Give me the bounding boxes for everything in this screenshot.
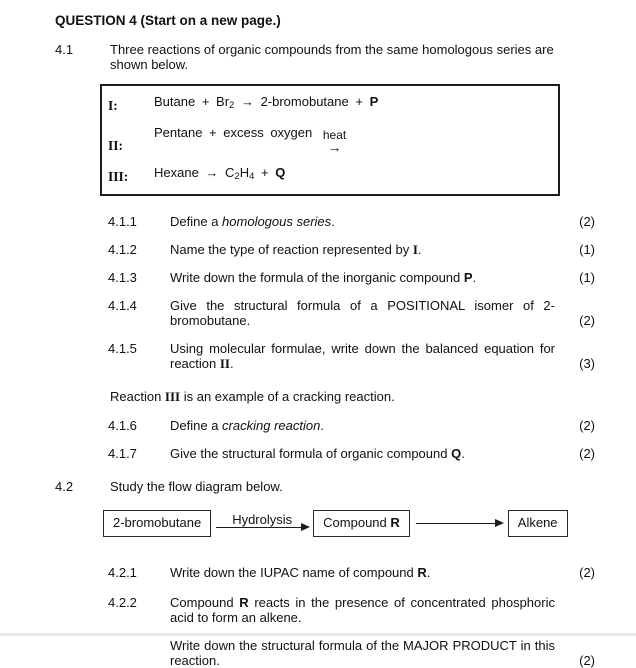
reaction-note: Reaction III is an example of a cracking reaction. [110, 389, 395, 404]
hydrolysis-arrow [211, 513, 313, 533]
question-4-1-6 [108, 418, 595, 433]
section-intro-text: Study the flow diagram below. [110, 479, 283, 494]
question-text: Write down the IUPAC name of compound R. [170, 565, 431, 580]
question-marks: (1) [579, 242, 595, 257]
question-number: 4.1.1 [108, 214, 137, 229]
question-text: Write down the formula of the inorganic compound P. [170, 270, 477, 285]
hydrolysis-label: Hydrolysis [232, 512, 293, 527]
reaction-row-1 [108, 94, 552, 114]
flow-box-alkene: Alkene [508, 510, 568, 537]
question-marks: (2) [579, 653, 595, 668]
reaction-equation: Hexane → C2H4 + Q [154, 165, 286, 182]
question-4-1-4 [108, 298, 595, 328]
question-paragraph: Write down the structural formula of the MAJOR PRODUCT in this reaction. [170, 638, 555, 668]
question-text: Give the structural formula of a POSITIONAL isomer of 2-bromobutane. [170, 298, 555, 328]
flow-box-2-bromobutane: 2-bromobutane [103, 510, 211, 537]
question-text: Give the structural formula of organic compound Q. [170, 446, 465, 461]
question-text: Name the type of reaction represented by I. [170, 242, 422, 257]
question-text: Using molecular formulae, write down the balanced equation for reaction II. [170, 341, 555, 371]
question-number: 4.2.2 [108, 595, 137, 610]
question-4-1-5 [108, 341, 595, 371]
reaction-label: I: [108, 98, 118, 113]
section-intro-text: Three reactions of organic compounds from the same homologous series are shown below. [110, 42, 554, 72]
section-number: 4.1 [55, 42, 74, 57]
question-marks: (2) [579, 418, 595, 433]
reaction-arrow-icon: → [327, 139, 342, 155]
question-marks: (2) [579, 313, 595, 328]
heat-label: heat [322, 128, 347, 142]
question-number: 4.1.5 [108, 341, 137, 356]
question-marks: (2) [579, 446, 595, 461]
question-number: 4.1.6 [108, 418, 137, 433]
arrow-line-icon [216, 527, 308, 528]
reaction-row-3 [108, 165, 552, 185]
question-4-1-1 [108, 214, 595, 229]
flow-box-compound-r: Compound R [313, 510, 410, 537]
question-4-2-2 [108, 595, 595, 668]
section-number: 4.2 [55, 479, 74, 494]
arrow-line-icon [416, 523, 502, 524]
question-number: 4.1.7 [108, 446, 137, 461]
question-marks: (2) [579, 565, 595, 580]
question-number: 4.1.2 [108, 242, 137, 257]
reaction-equation [154, 125, 552, 154]
reaction-equation-text: Pentane + excess oxygen [154, 125, 313, 140]
question-marks: (1) [579, 270, 595, 285]
flow-diagram [103, 509, 595, 537]
section-4-1-intro [55, 42, 595, 72]
question-heading: QUESTION 4 (Start on a new page.) [55, 13, 281, 28]
question-4-1-2 [108, 242, 595, 257]
section-4-2-intro [55, 479, 595, 494]
question-marks: (3) [579, 356, 595, 371]
question-text [170, 595, 555, 668]
reaction-label: III: [108, 169, 129, 184]
question-4-1-7 [108, 446, 595, 461]
reaction-row-2 [108, 125, 552, 154]
question-text: Define a homologous series. [170, 214, 335, 229]
question-marks: (2) [579, 214, 595, 229]
question-number: 4.1.4 [108, 298, 137, 313]
question-number: 4.1.3 [108, 270, 137, 285]
reactions-box [100, 84, 560, 196]
flow-arrow [410, 523, 508, 524]
heat-arrow [323, 129, 346, 154]
reaction-label: II: [108, 138, 124, 153]
question-number: 4.2.1 [108, 565, 137, 580]
question-4-2-1 [108, 565, 595, 580]
reaction-equation: Butane + Br2 → 2-bromobutane + P [154, 94, 379, 111]
question-text: Define a cracking reaction. [170, 418, 324, 433]
question-4-1-3 [108, 270, 595, 285]
question-paragraph: Compound R reacts in the presence of concentrated phosphoric acid to form an alkene. [170, 595, 555, 625]
